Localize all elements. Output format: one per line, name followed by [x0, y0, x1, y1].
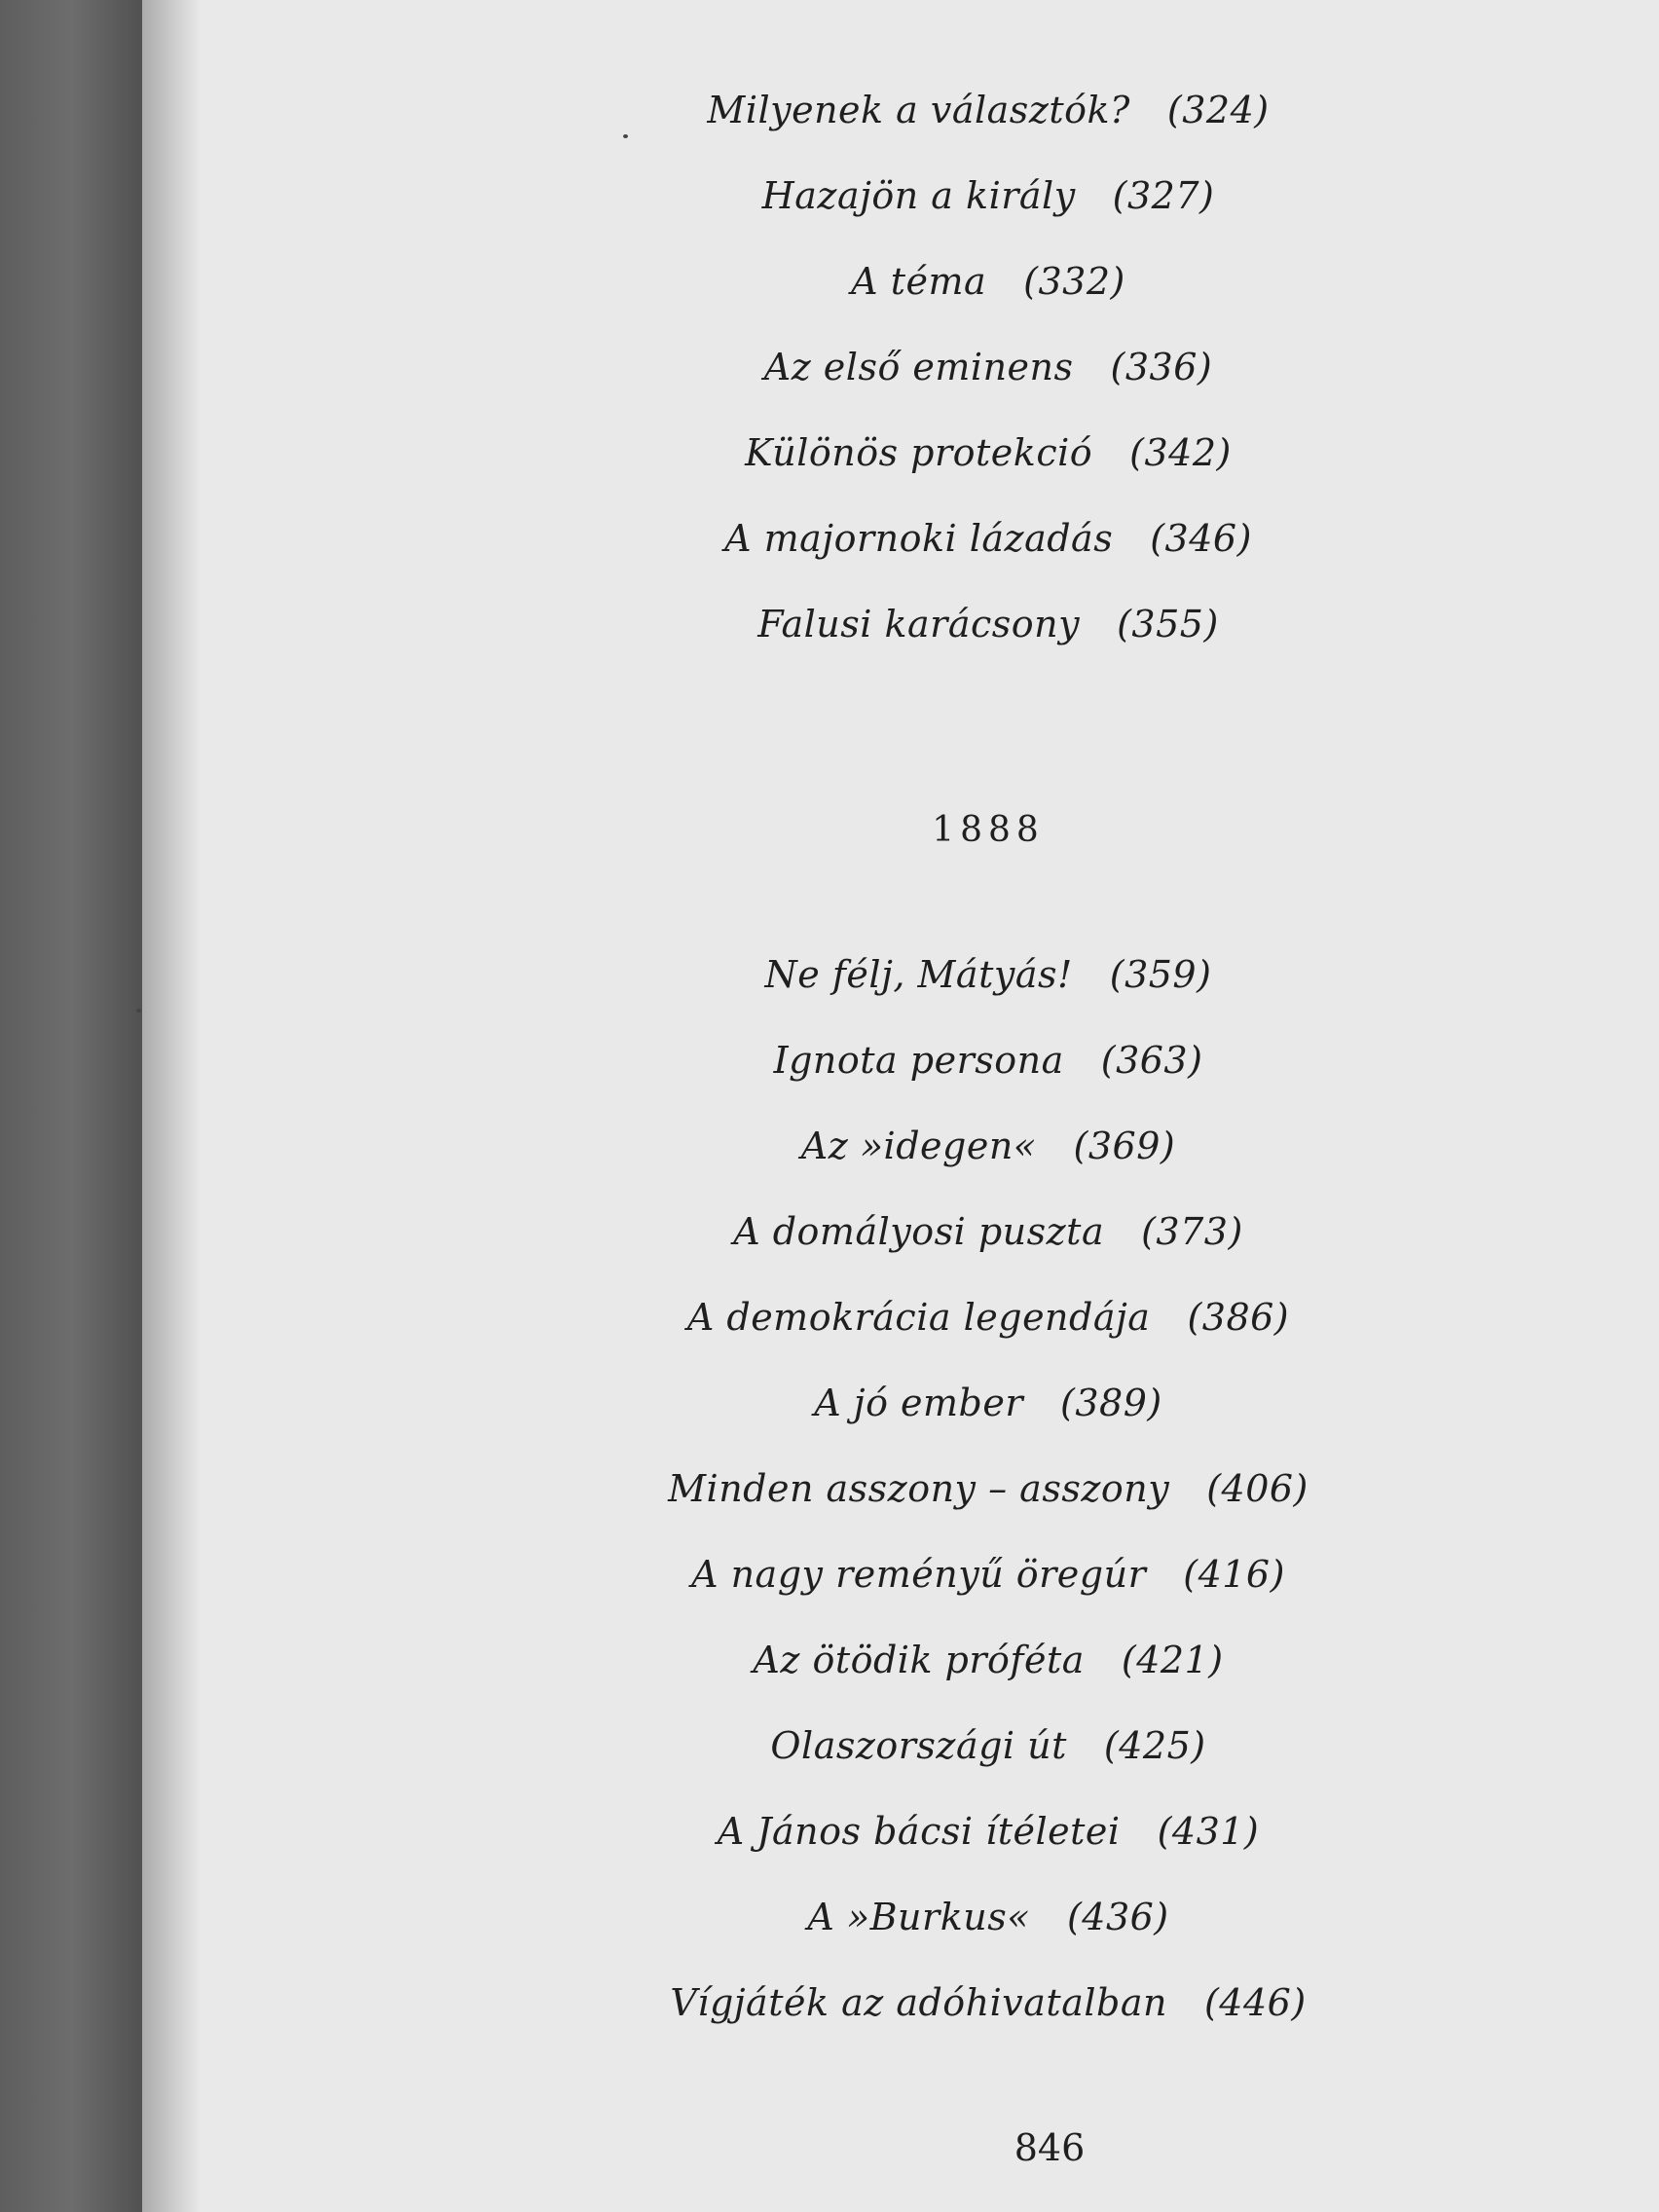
toc-entry-page: (446): [1203, 1981, 1307, 2024]
toc-entry-title: Vígjáték az adóhivatalban: [670, 1981, 1167, 2024]
toc-entry-page: (342): [1129, 431, 1232, 474]
toc-entry-page: (327): [1112, 174, 1215, 217]
book-binding-shadow: [0, 0, 142, 2212]
toc-entry-page: (386): [1187, 1296, 1290, 1339]
print-speck: [623, 134, 628, 138]
toc-entry-title: A téma: [851, 260, 987, 303]
toc-entry-title: Hazajön a király: [761, 174, 1076, 217]
toc-entry-title: A majornoki lázadás: [724, 517, 1114, 560]
toc-entry-title: Az ötödik próféta: [753, 1639, 1085, 1681]
toc-entry-page: (421): [1121, 1639, 1224, 1681]
toc-entry-title: Különös protekció: [745, 431, 1093, 474]
toc-entry: [0, 171, 1659, 220]
toc-entry-page: (324): [1166, 89, 1270, 131]
toc-entry: [0, 600, 1659, 648]
toc-entry: [0, 1293, 1659, 1342]
toc-entry-title: Falusi karácsony: [757, 603, 1081, 645]
toc-entry: [0, 1207, 1659, 1256]
toc-entry-title: Milyenek a választók?: [707, 89, 1130, 131]
toc-entry-title: A »Burkus«: [807, 1896, 1030, 1938]
toc-entry-title: Az első eminens: [763, 346, 1074, 388]
toc-entry: [0, 86, 1659, 134]
toc-entry-page: (431): [1157, 1810, 1260, 1853]
toc-entry-title: Minden asszony – asszony: [668, 1467, 1170, 1510]
toc-entry-page: (406): [1206, 1467, 1309, 1510]
toc-entry: [0, 1893, 1659, 1941]
toc-entry: [0, 1036, 1659, 1085]
toc-entry-page: (359): [1109, 953, 1212, 996]
year-heading: 1888: [932, 810, 1045, 850]
toc-entry-title: A jó ember: [814, 1382, 1024, 1424]
toc-entry: [0, 1122, 1659, 1170]
toc-entry-page: (373): [1141, 1210, 1243, 1253]
toc-entry-page: (336): [1110, 346, 1213, 388]
toc-entry-page: (369): [1073, 1124, 1176, 1167]
toc-entry: [0, 1721, 1659, 1770]
toc-entry-title: Ignota persona: [773, 1039, 1064, 1082]
toc-entry-page: (363): [1100, 1039, 1203, 1082]
toc-entry-page: (425): [1103, 1724, 1206, 1767]
toc-entry-page: (332): [1023, 260, 1125, 303]
toc-entry: [0, 257, 1659, 306]
toc-entry: [0, 950, 1659, 999]
toc-entry: [0, 1550, 1659, 1599]
print-speck: [136, 1009, 141, 1013]
toc-entry: [0, 1636, 1659, 1684]
toc-entry-page: (436): [1066, 1896, 1169, 1938]
toc-entry: [0, 1379, 1659, 1427]
toc-entry: [0, 1464, 1659, 1513]
toc-entry-page: (416): [1183, 1553, 1285, 1596]
toc-entry-title: A nagy reményű öregúr: [691, 1553, 1147, 1596]
toc-entry-page: (389): [1060, 1382, 1162, 1424]
toc-entry-title: A János bácsi ítéletei: [717, 1810, 1121, 1853]
toc-entry-page: (355): [1117, 603, 1219, 645]
toc-entry-title: Olaszországi út: [770, 1724, 1067, 1767]
toc-entry: [0, 514, 1659, 563]
toc-entry-title: Ne félj, Mátyás!: [764, 953, 1073, 996]
toc-entry: [0, 428, 1659, 477]
toc-entry-title: A domályosi puszta: [733, 1210, 1105, 1253]
toc-entry: [0, 1807, 1659, 1856]
toc-entry-title: Az »idegen«: [800, 1124, 1037, 1167]
toc-entry-page: (346): [1150, 517, 1252, 560]
toc-entry-title: A demokrácia legendája: [686, 1296, 1151, 1339]
toc-entry: [0, 343, 1659, 391]
toc-entry: [0, 1978, 1659, 2027]
page-number: 846: [1014, 2126, 1086, 2169]
